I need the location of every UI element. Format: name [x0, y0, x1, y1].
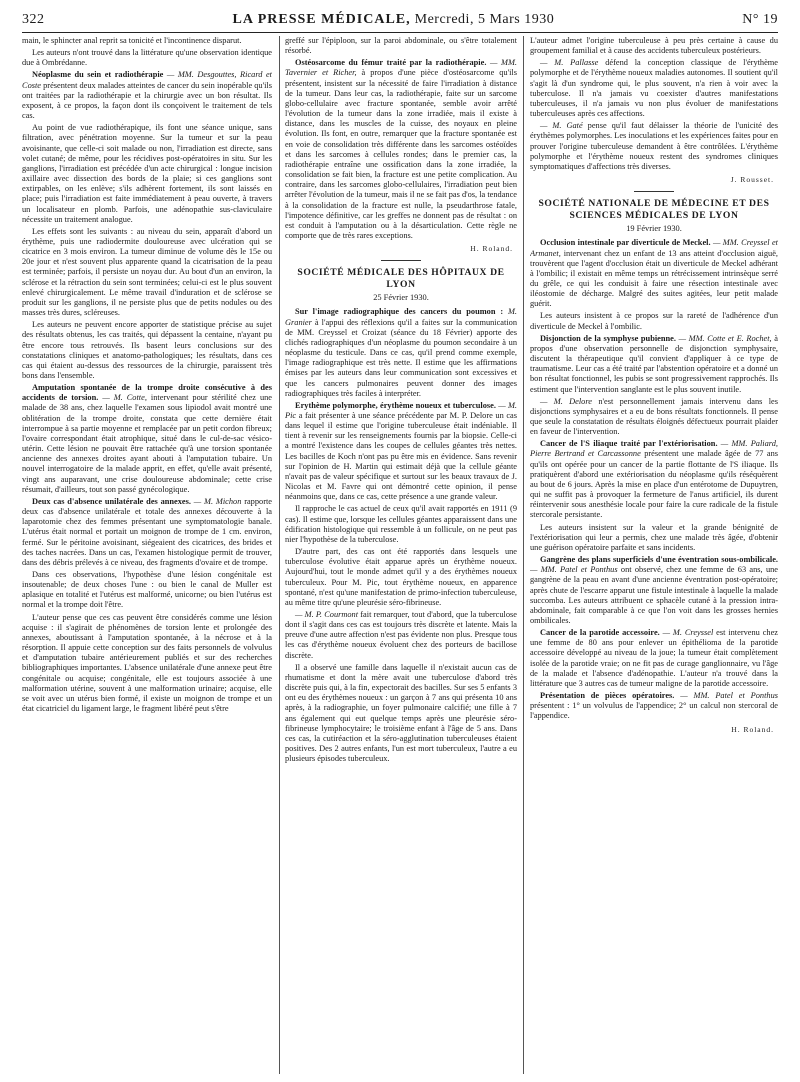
section-title: SOCIÉTÉ NATIONALE DE MÉDECINE ET DES SCIENCES MÉDICALES DE LYON [538, 198, 770, 222]
paragraph: Dans ces observations, l'hypothèse d'une lésion congénitale est insoutenable; de deux choses l'une : ou bien le canal de Muller est aplasique en totalité et l'utérus est malformé, unicorne; ou bien l'utérus est normal et la trompe doit l'être. [22, 569, 272, 610]
journal-name: LA PRESSE MÉDICALE, [232, 12, 411, 27]
article-title: Ostéosarcome du fémur traité par la radiothérapie. [295, 58, 487, 68]
article-parotide [530, 628, 778, 689]
article-title: Néoplasme du sein et radiothérapie [32, 70, 164, 80]
paragraph: L'auteur pense que ces cas peuvent être considérés comme une lésion acquise : il s'agirait de phénomènes de torsion lente et prolongée des annexes, aboutissant à l'amputation spontanée, à la nécrose et à la résorption. Il appuie cette conception sur des faits personnels de volvulus et d'amputation tubaire antérieurement publiés et sur des recherches bibliographiques importantes. L'absence unilatérale d'une annexe peut être congénitale ou acquise; congénitale, elle est toujours associée à une malformation utérine, souvent à une malformation urinaire; acquise, elle se voit avec un utérus bien formé, il existe un moignon de trompe et un état cicatriciel du ligament large, le fragment libéré peut s'être [22, 612, 272, 713]
article-title: Deux cas d'absence unilatérale des annexes. [32, 496, 191, 506]
article-presentation [530, 691, 778, 721]
article-absence-annexes [22, 497, 272, 568]
article-authors: — MM. Cotte et E. Rochet, [675, 333, 772, 343]
column-right [530, 36, 778, 1076]
discussion [285, 610, 517, 661]
paragraph: Les auteurs n'ont trouvé dans la littérature qu'une observation identique due à Ombrédanne. [22, 48, 272, 68]
article-occlusion [530, 238, 778, 309]
discussion [530, 121, 778, 172]
paragraph: Les effets sont les suivants : au niveau du sein, apparaît d'abord un érythème, puis une radiodermite douloureuse avec ulcération qui se cicatrice en 3 mois environ. La tumeur diminue de volume dès le 15e ou 20e jour et n'est souvent plus apparente quand la cicatrisation de la peau est terminée; parfois, il persiste un noyau dur. Au bout d'un an environ, la sclérose et la rétraction du sein sont terminées; celui-ci est le plus souvent enlevé chirurgicalement. Le même travail d'induration et de sclérose se produit sur les ganglions, il ne persiste plus que de petits nodules ou des masses très dures, scléreuses. [22, 226, 272, 318]
article-text: a fait présenter à une séance précédente par M. P. Delore un cas dans lequel il estime que l'origine tuberculeuse était indéniable. Il tient à revenir sur les renseignements fournis par la biopsie. Celle-ci a montré l'existence dans les coupes de cellules géantes très nettes. Les bacilles de Koch n'ont pas pu être mis en évidence. Sans revenir sur l'opinion de H. Martin qui estimait déjà que la cellule géante n'avait pas de valeur spécifique et surtout sur les beaux travaux de J. Nicolas et M. Favre qui ont démontré cette opinion, il pense néanmoins que, dans ce cas, cette présence a une grande valeur. [285, 411, 517, 502]
article-authors: — MM. Paliard, Pierre Bertrand et Carcassonne [530, 439, 778, 459]
article-cancer-s-iliaque [530, 439, 778, 520]
paragraph: Les auteurs insistent à ce propos sur la rareté de l'adhérence d'un diverticule de Meckel à l'ombilic. [530, 311, 778, 331]
signature: H. Roland. [731, 724, 774, 734]
session-date: 25 Février 1930. [373, 293, 429, 303]
column-divider [523, 36, 524, 1074]
article-authors: — MM. Desgouttes, Ricard et Coste [22, 70, 272, 90]
article-text: présentent une malade âgée de 77 ans qu'ils ont opérée pour un cancer de la partie flottante de l'S iliaque. Ils pratiquèrent d'abord une extériorisation du néoplasme qu'ils réséquèrent au bout de 6 jours. Après la mise en place d'un entérotome de Dupuytren, qui ne suffit pas à provoquer la fermeture de l'anus artificiel, ils durent réintervenir sous anesthésie locale pour faire la cure radicale de la fistule stercorale persistante. [530, 449, 778, 520]
column-left [22, 36, 272, 1076]
issue-date: Mercredi, 5 Mars 1930 [414, 12, 555, 27]
article-text: à propos d'une observation personnelle de disjonction symphysaire, discutent la thérapeutique qu'il convient d'appliquer à ce type de traumatisme. Leur cas a été traité par l'abstention opératoire et a donné un bon résultat fonctionnel, les pubis se sont progressivement rapprochés. Ils estiment que l'intervention sanglante est le plus souvent inutile. [530, 333, 778, 394]
article-authors: — MM. Tavernier et Richer, [285, 58, 517, 78]
article-text: intervenant chez un enfant de 13 ans atteint d'occlusion aiguë, trouvèrent que l'agent d'occlusion était un diverticule de Meckel adhérant à l'ombilic; il existait en même temps un rétrécissement intrinsèque serré du grêle, ce qui les conduisit à faire une résection intestinale avec iléostomie de décharge. Malgré des suites agitées, leur petit malade guérit. [530, 248, 778, 309]
paragraph: greffé sur l'épiploon, sur la paroi abdominale, ou s'être totalement résorbé. [285, 36, 517, 56]
article-title: Présentation de pièces opératoires. [540, 691, 675, 701]
signature: J. Rousset. [730, 175, 774, 185]
article-title: Gangrène des plans superficiels d'une éventration sous-ombilicale. [540, 555, 778, 565]
article-authors: — M. Pic [285, 400, 517, 420]
discussion-text: défend la conception classique de l'érythème polymorphe et de l'érythème noueux maladies autonomes. Il soutient qu'il s'agit là d'un syndrome qui, le plus souvent, n'a rien à voir avec la tuberculose. Il n'a jamais vu coexister d'autres manifestations tuberculeuses, il n'a jamais vu non plus évoluer de manifestations tuberculeuses après ces affections. [530, 58, 778, 119]
article-authors: — MM. Patel et Ponthus [674, 691, 778, 701]
page-number: 322 [22, 12, 45, 27]
discussion-text: fait remarquer, tout d'abord, que la tuberculose dont il s'agit dans ces cas est toujours très discrète et latente. Mais la preuve d'une autre affection n'est pas évidente non plus. Presque tous les cas d'érythème noueux évoluent chez des porteurs de bacillose discrète. [285, 609, 517, 660]
article-authors: — MM. Creyssel et Armanet, [530, 238, 778, 258]
article-authors: — M. Creyssel [659, 628, 714, 638]
article-osteosarcome [285, 58, 517, 241]
separator [634, 191, 674, 192]
paragraph: Au point de vue radiothérapique, ils font une séance unique, sans filtration, avec pénétration moyenne. Sur la tumeur et sur la peau avoisinante, que celle-ci soit malade ou non, l'irradiation est directe, sans volet cutané; de même, pour les récidives post-opératoires in situ. Sur les ganglions, l'irradiation est précédée d'un acte chirurgical : longue incision axillaire avec dissection des bords de la plaie; si ces ganglions sont extirpables, on les enlève; s'ils adhèrent fortement, ils sont laissés en place; puis l'irradiation est faite immédiatement à peau ouverte, à travers un localisateur en plomb. Parfois, une adénopathie sus-claviculaire nécessite un traitement analogue. [22, 123, 272, 224]
article-text: est intervenu chez une femme de 80 ans pour enlever un épithélioma de la parotide accessoire développé au niveau de la joue; la tumeur était complètement isolée de la parotide vraie; on ne fit pas de curage ganglionnaire, vu l'âge de la malade et l'absence d'adénopathie. L'auteur n'a trouvé dans la littérature que 3 autres cas de tumeur maligne de la parotide accessoire. [530, 628, 778, 688]
article-authors: — MM. Patel et Ponthus [530, 565, 618, 575]
article-text: intervenant pour stérilité chez une malade de 38 ans, chez laquelle l'examen sous lipiodol avait montré une oblitération de la trompe droite, constata que cette dernière était interrompue à sa partie moyenne et remplacée par un petit cordon fibreux; l'ovaire correspondant était atrophique, situé dans le cul-de-sac vésico-utérin. Cette lésion ne pouvait être rattachée qu'à une torsion spontanée ancienne des annexes droites ayant abouti à l'amputation tubaire. Un nouvel interrogatoire de la malade apprit, en effet, qu'elle avait présenté, vingt ans auparavant, une crise douloureuse abdominale; cette crise résumait, d'ailleurs, tout son passé gynécologique. [22, 393, 272, 494]
article-title: Disjonction de la symphyse pubienne. [540, 333, 676, 343]
article-text: rapporte deux cas d'absence unilatérale et totale des annexes découverte à la laparotomie chez des femmes présentant une symptomatologie banale. L'utérus était normal et portait un moignon de trompe de 1 cm. environ, fermé. Sur le péritoine avoisinant, siégeaient des cicatrices, des brides et des taches nacrées. Dans un cas, l'examen histologique permit de trouver, dans des débris prélevés à ce niveau, des fragments d'ovaire et de trompe. [22, 496, 272, 567]
section-title: SOCIÉTÉ MÉDICALE DES HÔPITAUX DE LYON [297, 267, 505, 291]
discussant: — M. Pallasse [540, 58, 599, 68]
paragraph: Les auteurs insistent sur la valeur et la grande bénignité de l'extériorisation qui leur a permis, chez une malade très âgée, d'obtenir une guérison opératoire parfaite et sans incidents. [530, 522, 778, 552]
paragraph: Il rapproche le cas actuel de ceux qu'il avait rapportés en 1911 (9 cas). Il estime que, lorsque les cellules géantes apparaissent dans une édification histologique qui ressemble à un follicule, on ne peut pas nier l'hypothèse de la tuberculose. [285, 504, 517, 544]
article-authors: — M. Michon [190, 496, 242, 506]
session-date: 19 Février 1930. [626, 224, 682, 234]
discussion-text: pense qu'il faut délaisser la théorie de l'unicité des érythèmes polymorphes. Les inoculations et les expériences faites pour en prouver l'origine tuberculeuse demandent à être contrôlées. L'érythème polymorphe et l'érythème noueux restent des syndromes cliniques symptomatiques d'affections très diverses. [530, 121, 778, 171]
article-text: présentent deux malades atteintes de cancer du sein inopérable qu'ils ont traitées par la radiothérapie et la chirurgie avec un bon résultat. Ils exposent, à ce propos, la façon dont ils conçoivent le traitement de tels cas. [22, 80, 272, 121]
column-middle [285, 36, 517, 1076]
article-title: Cancer de la parotide accessoire. [540, 628, 660, 638]
article-title: Erythème polymorphe, érythème noueux et tuberculose. [295, 400, 496, 410]
paragraph: D'autre part, des cas ont été rapportés dans lesquels une tuberculose évolutive était apparue après un érythème noueux. Aujourd'hui, tout le monde admet qu'il y a des érythèmes noueux tuberculeux. Pour M. Pic, tout érythème noueux, en apparence spontané, n'est qu'une manifestation de primo-infection tuberculeuse, au même titre qu'une pleurésie séro-fibrineuse. [285, 547, 517, 607]
article-gangrene [530, 555, 778, 626]
discussion [530, 58, 778, 119]
paragraph: main, le sphincter anal reprit sa tonicité et l'incontinence disparut. [22, 36, 242, 45]
article-title: Amputation spontanée de la trompe droite consécutive à des accidents de torsion. [22, 383, 272, 403]
discussant: — M. P. Courmont [295, 609, 359, 619]
header-rule [22, 32, 778, 33]
paragraph: Les auteurs ne peuvent encore apporter de statistique précise au sujet des résultats obtenus, les cas traités, qui dépassent la centaine, n'ayant pu être encore tous retrouvés. Ils basent leurs conclusions sur des constatations cliniques et anatomo-pathologiques; les résultats, dans ces cas qui étaient au-dessus des ressources de la chirurgie, paraissent très bons dans l'ensemble. [22, 320, 272, 380]
discussion [530, 397, 778, 438]
paragraph: Il a observé une famille dans laquelle il n'existait aucun cas de rhumatisme et dont la mère avait une tuberculose d'abord très discrète puis qui, à la fin, expectorait des bacilles. Sur ses 5 enfants 3 ont eu des érythèmes noueux : un garçon à 7 ans qui présenta 10 ans après, à la radiographie, un foyer pulmonaire calcifié; une fille à 7 ans également qui eut quelque temps après une pleurésie séro-fibrineuse lymphocytaire; le troisième enfant à l'âge de 5 ans. Dans ces cas, la cutiréaction et la séro-agglutination tuberculeuses étaient positives. Des 2 autres enfants, l'un est mort tuberculeux, l'autre a eu plusieurs épisodes tuberculeux. [285, 662, 517, 764]
discussion-text: n'est personnellement jamais intervenu dans les disjonctions symphysaires et a eu de bons résultats fonctionnels. Il pense que seule la constatation de résultats éloignés défectueux pourrait plaider en faveur de l'intervention. [530, 396, 778, 437]
article-title: Cancer de l'S iliaque traité par l'extériorisation. [540, 439, 718, 449]
issue-number: N° 19 [742, 12, 778, 27]
article-erytheme [285, 401, 517, 503]
article-text: présentent : 1° un volvulus de l'appendice; 2° un calcul non stercoral de l'appendice. [530, 701, 778, 721]
discussant: — M. Gaté [540, 121, 583, 131]
article-radio-poumon [285, 307, 517, 398]
article-disjonction [530, 334, 778, 395]
article-neoplasme [22, 70, 272, 121]
article-text: à propos d'une pièce d'ostéosarcome qu'ils présentent, insistent sur la nécessité de faire l'irradiation à distance de la tumeur. Dans leur cas, la radiothérapie, faite sur un sarcome globo-cellulaire avec fracture spontanée, semble avoir arrêté l'évolution de la tumeur dans la zone irradiée, mais il existe à distance, dans les muscles de la cuisse, des noyaux en pleine évolution. Ils font, en outre, remarquer que la fracture spontanée est en voie de consolidation très différente dans les sarcomes ostéoïdes et dans les sarcomes à cellules rondes; dans le premier cas, la radiothérapie entraîne une ossification dans la zone irradiée, la consolidation se fait bien, la fracture est une petite complication. Au contraire, dans les sarcomes globo-cellulaires, l'irradiation peut bien arrêter l'évolution de la tumeur, mais il ne se fait pas d'os, la tendance à la consolidation de la fracture est nulle, la pseudarthrose fatale, l'impotence définitive, car les greffes ne donnent pas de résultat : on est conduit à l'amputation ou à la désarticulation. Cette règle ne comporte que de très rares exceptions. [285, 68, 517, 240]
page-header [22, 10, 778, 30]
discussant: — M. Delore [540, 396, 592, 406]
paragraph: L'auteur admet l'origine tuberculeuse à peu près certaine à cause du groupement familial et à cause des accidents tuberculeux postérieurs. [530, 36, 778, 56]
separator [381, 260, 421, 261]
article-authors: — M. Cotte, [98, 393, 147, 403]
article-text: à l'appui des réflexions qu'il a faites sur la communication de MM. Creyssel et Croizat (séance du 18 Février) apporte des clichés radiographiques d'un néoplasme du poumon secondaire à un néoplasme du testicule. Dans ce cas, qu'il prend comme exemple, l'image radiographique est très nette. Il estime que les affirmations émises par les auteurs dans leur communication sont excessives et que les cancers pulmonaires peuvent donner des images radiographiques très faciles à interpréter. [285, 317, 517, 398]
journal-title [233, 12, 555, 28]
column-divider [279, 36, 280, 1074]
article-title: Sur l'image radiographique des cancers du poumon : [295, 307, 504, 317]
article-authors: M. Granier [285, 307, 517, 327]
signature: H. Roland. [470, 244, 513, 254]
article-title: Occlusion intestinale par diverticule de Meckel. [540, 238, 711, 248]
article-amputation [22, 383, 272, 495]
article-text: ont observé, chez une femme de 63 ans, une gangrène de la peau en avant d'une ancienne éventration post-opératoire; après chute de l'escarre apparut une fistule intestinale à laquelle la malade succomba. Les auteurs attribuent ce sphacèle cutané à la pression intra-abdominale, fait comparable à ce que l'on voit dans les grosses hernies ombilicales. [530, 565, 778, 625]
